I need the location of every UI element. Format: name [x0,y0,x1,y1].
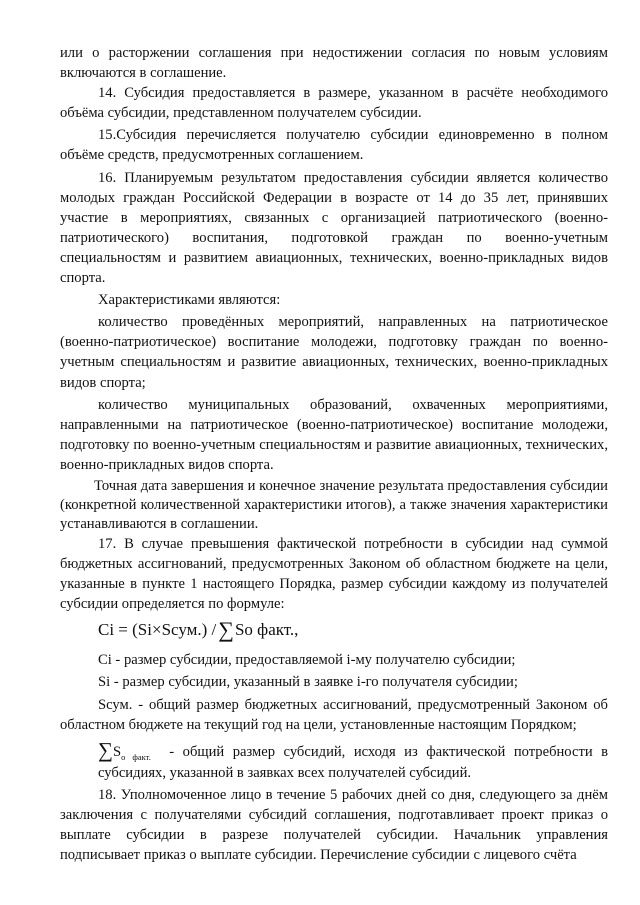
subsidy-formula [98,618,608,644]
characteristic-1: количество проведённых мероприятий, направленных на патриотическое (военно-патриотическое) воспитание молодежи, подготовку граждан по военно-учетным специальностям и развитие авиационных, технических, военно-прикладных видов спорта; [60,314,608,391]
characteristics-heading: Характеристиками являются: [98,292,281,309]
formula-left: Ci = (Si×Sсум.) / [98,620,217,640]
formula-right: So факт., [234,620,299,640]
exact-date-paragraph: Точная дата завершения и конечное значение результата предоставления субсидии (конкретной количественной характеристики итогов), а также значения характеристики устанавливаются в соглашении. [60,477,608,532]
paragraph-17: 17. В случае превышения фактической потребности в субсидии над суммой бюджетных ассигнований, предусмотренных Законом об областном бюджете на цели, указанные в пункте 1 настоящего Порядка, размер субсидии каждому из получателей субсидии определяется по формуле: [60,535,608,613]
sum-s: S [112,743,122,760]
definition-sum-text: - общий размер субсидий, исходя из фактической потребности в субсидиях, указанной в заявках всех получателей субсидий. [98,743,609,781]
sum-subscript: o факт. [121,751,151,762]
paragraph-15: 15.Субсидия перечисляется получателю субсидии единовременно в полном объёме средств, предусмотренных соглашением. [60,127,608,164]
paragraph-14: 14. Субсидия предоставляется в размере, указанном в расчёте необходимого объёма субсидии, представленном получателем субсидии. [60,85,608,122]
paragraph-16: 16. Планируемым результатом предоставления субсидии является количество молодых граждан Российской Федерации в возрасте от 14 до 35 лет, принявших участие в мероприятиях, связанных с организацией патриотического (военно-патриотического) воспитания, подготовкой граждан по военно-учетным специальностям и развитием авиационных, технических, военно-прикладных видов спорта. [60,169,608,287]
definition-sum [60,739,608,783]
definition-si: Si - размер субсидии, указанный в заявке i-го получателя субсидии; [98,674,518,691]
paragraph-continuation: или о расторжении соглашения при недостижении согласия по новым условиям включаются в соглашение. [60,45,608,82]
sum-sign: ∑ [218,617,234,643]
definition-ci: Ci - размер субсидии, предоставляемой i-му получателю субсидии; [98,652,516,669]
sum-symbol: ∑ [98,737,113,762]
characteristic-2: количество муниципальных образований, охваченных мероприятиями, направленными на патриотическое (военно-патриотическое) воспитание молодежи, подготовку по военно-учетным специальностям и развитие авиационных, технических, военно-прикладных видов спорта. [60,396,608,473]
document-page [60,43,608,865]
paragraph-18: 18. Уполномоченное лицо в течение 5 рабочих дней со дня, следующего за днём заключения с получателями субсидий соглашения, подготавливает проект приказ о выплате субсидии в разрезе получателей субсидии. Начальник управления подписывает приказ о выплате субсидии. Перечисление субсидии с лицевого счёта [60,786,608,864]
definition-scym: Sсум. - общий размер бюджетных ассигнований, предусмотренный Законом об областном бюджете на текущий год на цели, установленные настоящим Порядком; [60,696,608,733]
